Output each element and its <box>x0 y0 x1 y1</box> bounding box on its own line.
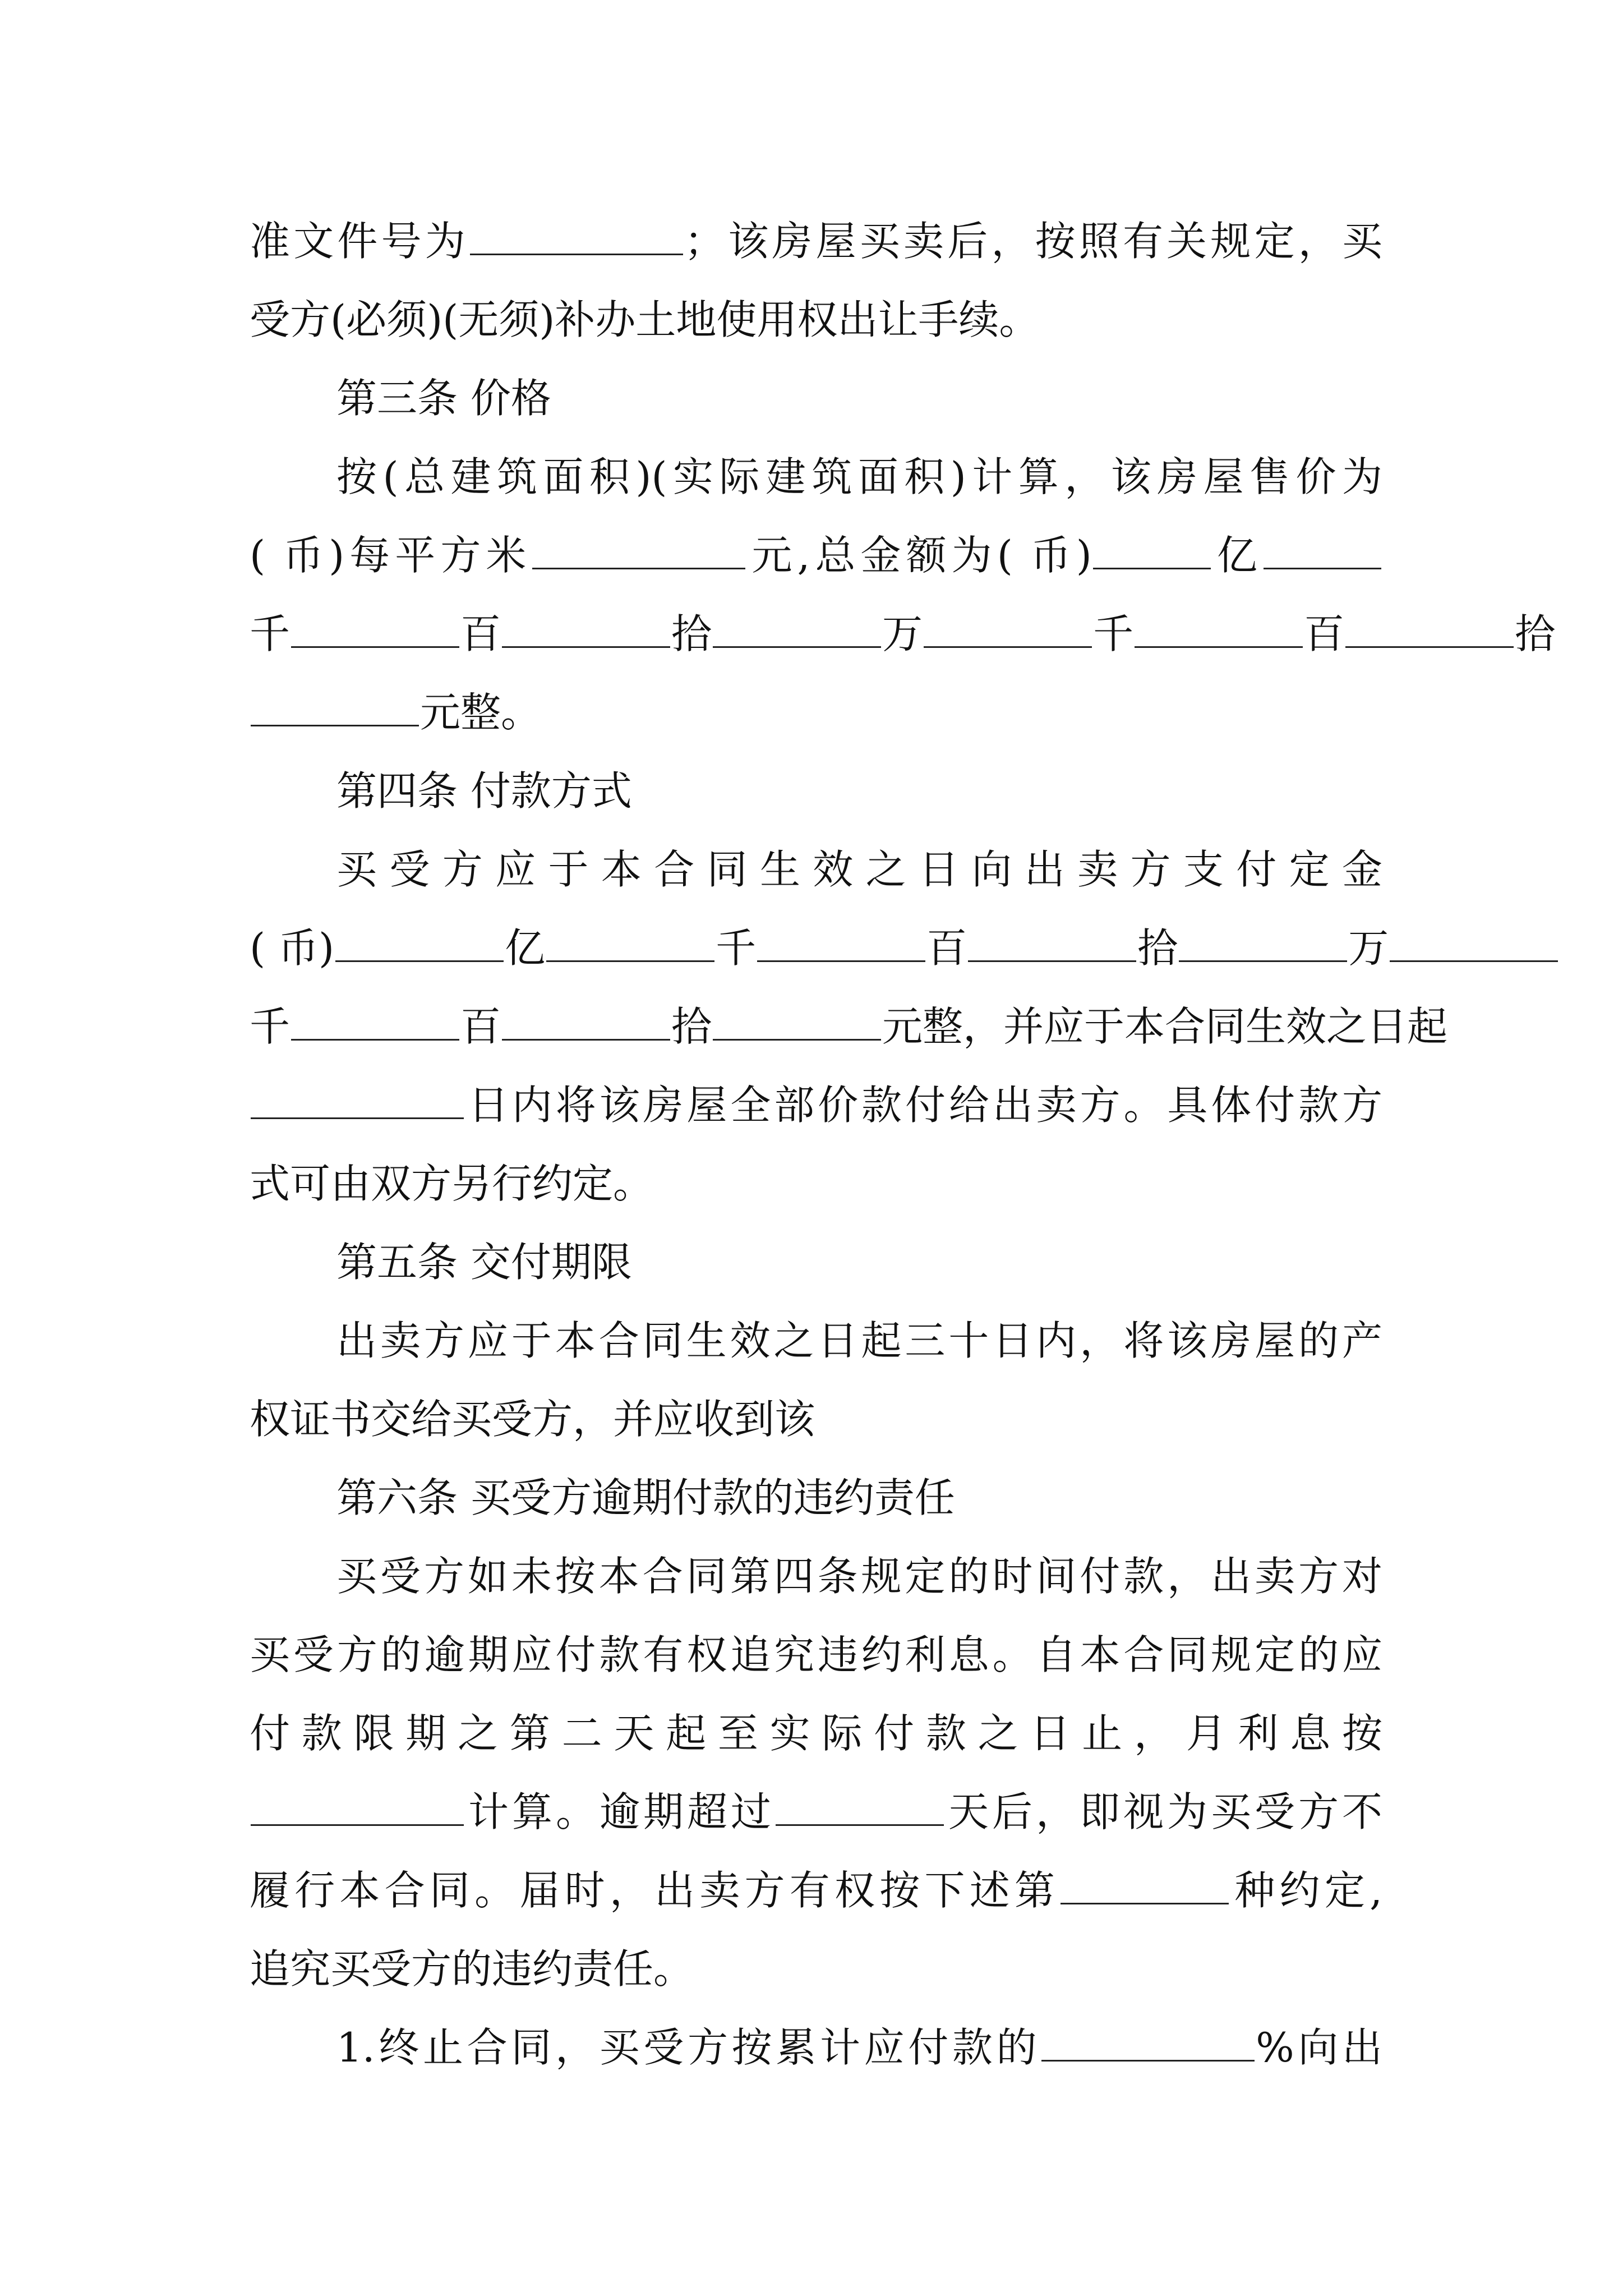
list-item <box>336 2005 1382 2090</box>
blank-field <box>968 926 1136 962</box>
text: 千 <box>250 610 291 657</box>
text-line: 受方(必须)(无须)补办土地使用权出让手续。 <box>250 296 1040 343</box>
blank-field <box>546 926 714 962</box>
text: 拾 <box>671 1003 712 1050</box>
text: 元,总金额为( 币) <box>746 532 1092 579</box>
blank-field <box>1061 1868 1229 1904</box>
text-line: 买受方如未按本合同第四条规定的时间付款，出卖方对 <box>336 1553 1382 1600</box>
text-line <box>250 670 1382 754</box>
text: 日内将该房屋全部价款付给出卖方。具体付款方 <box>465 1082 1382 1129</box>
text: 千 <box>716 924 757 972</box>
blank-field <box>470 219 683 255</box>
text-line: 式可由双方另行约定。 <box>250 1160 654 1207</box>
article-6-heading: 第六条 买受方逾期付款的违约责任 <box>336 1474 955 1521</box>
article-3-heading: 第三条 价格 <box>336 375 551 422</box>
text-line <box>250 513 1382 597</box>
text: 亿 <box>1211 532 1262 579</box>
text: 万 <box>1348 924 1389 972</box>
blank-field <box>291 611 459 648</box>
text: 百 <box>926 924 967 972</box>
text-line: 付款限期之第二天起至实际付款之日止，月利息按 <box>250 1710 1382 1757</box>
blank-field <box>335 926 504 962</box>
text: 亿 <box>505 924 546 972</box>
text: 百 <box>460 610 501 657</box>
text-line <box>250 199 1382 283</box>
text: 拾 <box>1137 924 1178 972</box>
text-line <box>250 984 1448 1069</box>
blank-field <box>1390 926 1558 962</box>
text-line <box>250 1848 1382 1932</box>
text-line: 按(总建筑面积)(实际建筑面积)计算，该房屋售价为 <box>336 453 1382 500</box>
text: 万 <box>882 610 923 657</box>
text-line: 买受方应于本合同生效之日向出卖方支付定金 <box>336 846 1382 893</box>
text: 百 <box>460 1003 501 1050</box>
text: 元整，并应于本合同生效之日起 <box>882 1003 1448 1050</box>
article-5-heading: 第五条 交付期限 <box>336 1239 632 1286</box>
text: 天后，即视为买受方不 <box>945 1788 1382 1835</box>
text: 千 <box>250 1003 291 1050</box>
blank-field <box>251 1083 464 1119</box>
text-line: 出卖方应于本合同生效之日起三十日内，将该房屋的产 <box>336 1317 1382 1364</box>
blank-field <box>1264 533 1381 569</box>
text: 元整。 <box>420 689 542 736</box>
blank-field <box>1041 2025 1255 2062</box>
blank-field <box>1179 926 1347 962</box>
blank-field <box>532 533 745 569</box>
text-line: 权证书交给买受方，并应收到该 <box>250 1396 815 1443</box>
text: 1.终止合同，买受方按累计应付款的 <box>336 2024 1041 2071</box>
text: ( 币) <box>250 924 335 972</box>
text: %向出 <box>1256 2024 1382 2071</box>
text: ( 币)每平方米 <box>250 532 532 579</box>
text: 千 <box>1093 610 1134 657</box>
blank-field <box>1093 533 1211 569</box>
blank-field <box>502 611 670 648</box>
text: 履行本合同。届时，出卖方有权按下述第 <box>250 1867 1060 1914</box>
blank-field <box>713 1004 881 1041</box>
text: 拾 <box>671 610 712 657</box>
text-line: 买受方的逾期应付款有权追究违约利息。自本合同规定的应 <box>250 1631 1382 1678</box>
blank-field <box>924 611 1092 648</box>
text: 百 <box>1304 610 1345 657</box>
blank-field <box>776 1789 944 1826</box>
text: 计算。逾期超过 <box>465 1788 774 1835</box>
text-line <box>250 1770 1382 1854</box>
blank-field <box>713 611 881 648</box>
blank-field <box>251 690 419 726</box>
text: 准文件号为 <box>250 218 469 265</box>
text-line <box>250 1063 1382 1147</box>
text: ；该房屋买卖后，按照有关规定，买 <box>684 218 1382 265</box>
blank-field <box>1345 611 1514 648</box>
text-line <box>250 592 1556 676</box>
text-line: 追究买受方的违约责任。 <box>250 1945 694 1993</box>
text: 种约定, <box>1230 1867 1382 1914</box>
blank-field <box>291 1004 459 1041</box>
blank-field <box>757 926 925 962</box>
text: 拾 <box>1515 610 1556 657</box>
article-4-heading: 第四条 付款方式 <box>336 767 632 815</box>
blank-field <box>251 1789 464 1826</box>
blank-field <box>502 1004 670 1041</box>
blank-field <box>1135 611 1303 648</box>
text-line <box>250 906 1389 990</box>
